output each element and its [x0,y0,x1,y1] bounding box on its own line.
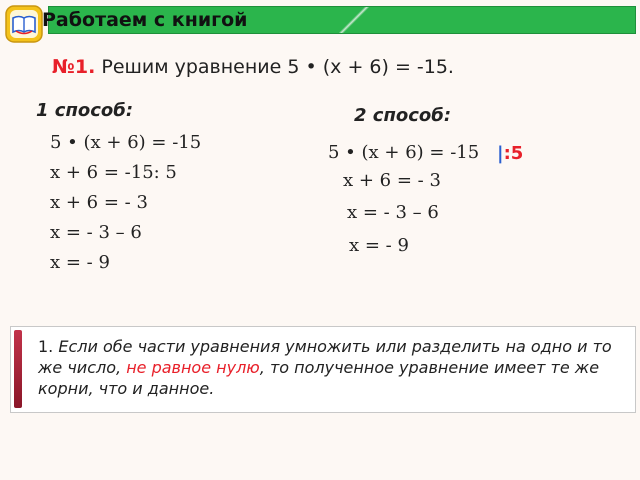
method2-line: x = - 3 – 6 [347,202,439,223]
method1-line: x = - 9 [50,252,110,273]
rule-number: 1. [38,337,54,356]
problem-number: №1. [52,56,96,78]
rule-text [38,336,628,399]
header-title: Работаем с книгой [42,9,248,31]
method2-line: x + 6 = - 3 [343,170,441,191]
problem-text: Решим уравнение 5 • (x + 6) = -15. [101,56,454,78]
method1-solution [50,132,210,282]
rule-highlight: не равное нулю [126,358,260,377]
method1-line: x + 6 = -15: 5 [50,162,177,183]
method1-line: 5 • (x + 6) = -15 [50,132,202,153]
method1-title: 1 способ: [36,100,134,121]
method2-title: 2 способ: [354,105,452,126]
method2-line: x = - 9 [349,235,409,256]
book-icon [4,4,44,44]
method2-first-line: 5 • (x + 6) = -15 [328,142,480,163]
problem-statement [52,56,454,78]
rule-stripe [14,330,22,408]
method1-line: x + 6 = - 3 [50,192,148,213]
divide-annotation: |:5 [497,143,524,164]
rule-text-before: Если обе части уравнения умножить или разделить на одно и то же число, [38,337,612,377]
rule-text-after: , то полученное уравнение имеет те же корни, что и данное. [38,358,600,398]
divide-by-label: :5 [503,143,524,164]
method1-line: x = - 3 – 6 [50,222,142,243]
